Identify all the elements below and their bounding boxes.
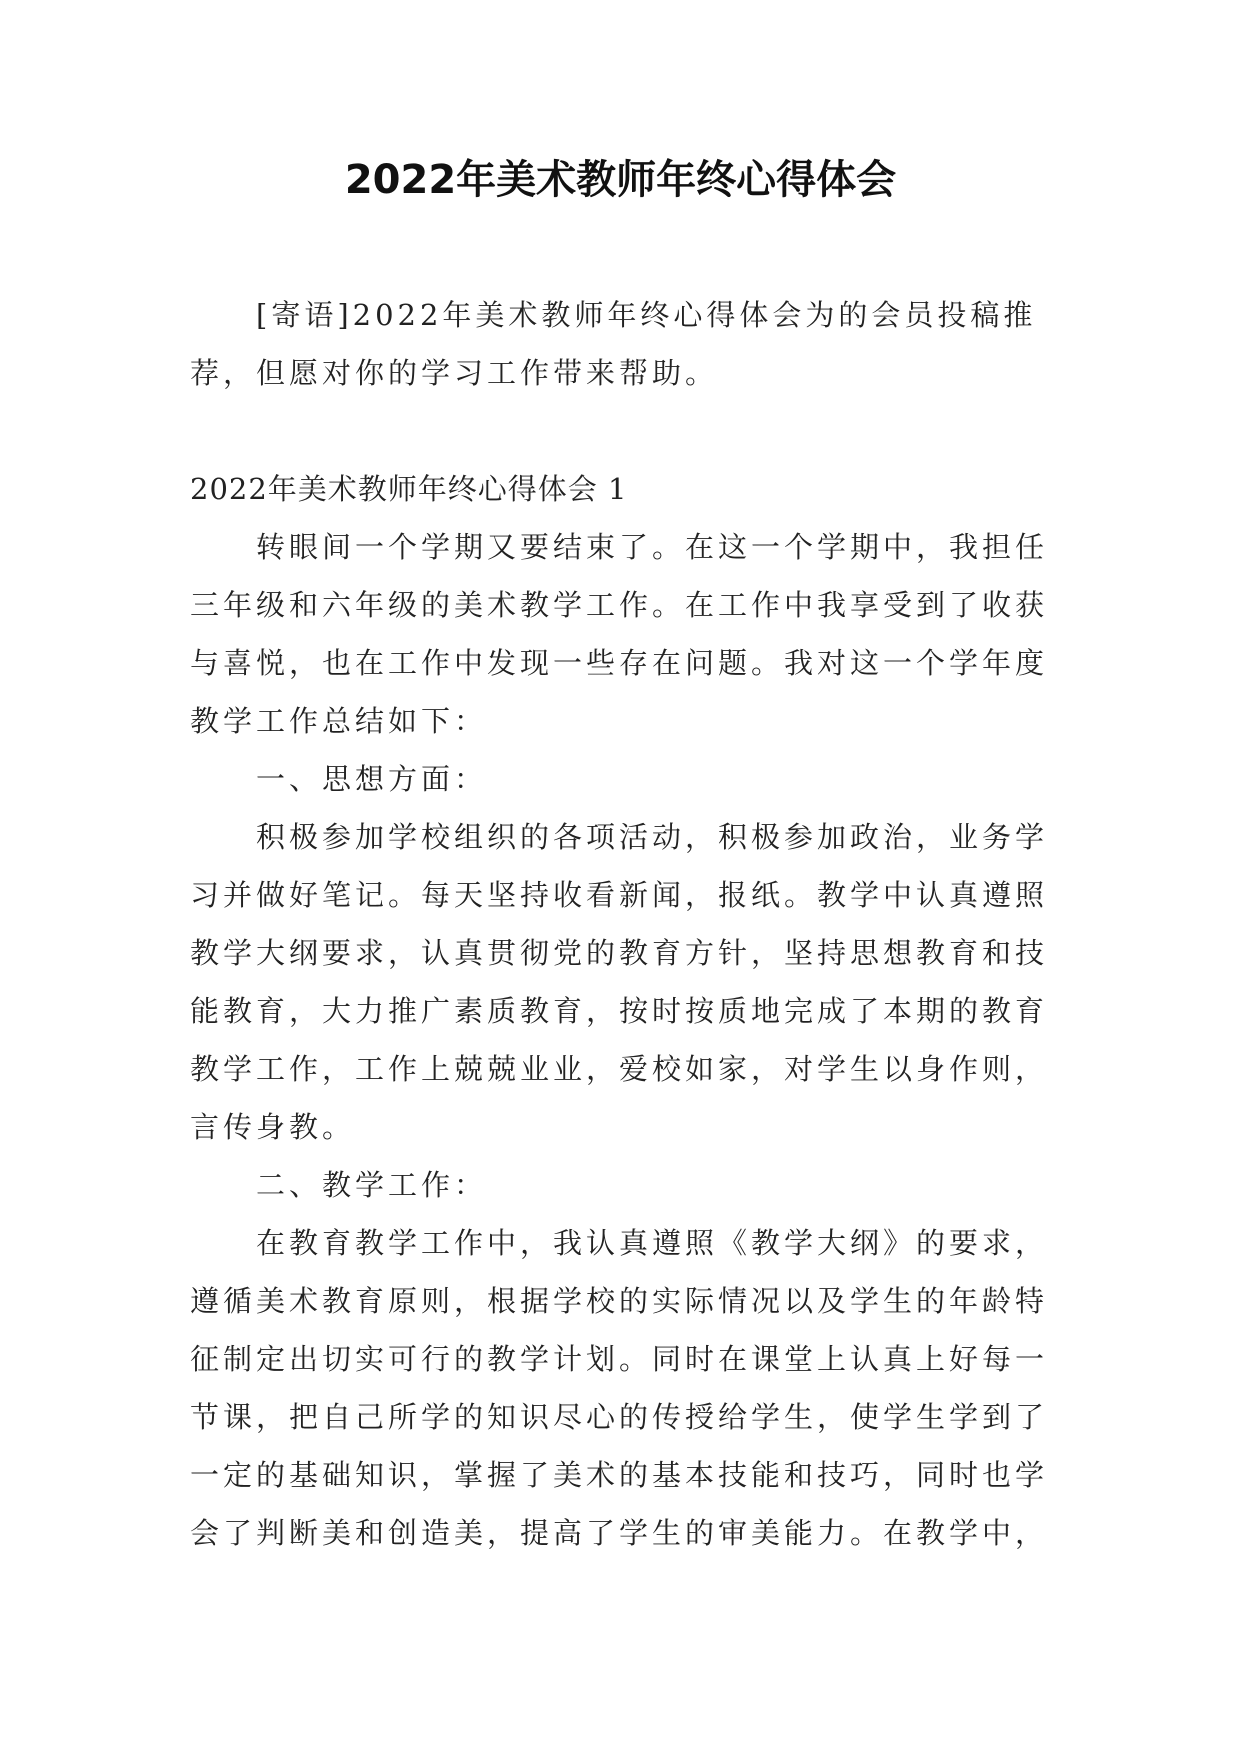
article-body [190, 460, 1050, 1562]
paragraph-3: 在教育教学工作中，我认真遵照《教学大纲》的要求，遵循美术教育原则，根据学校的实际情况以及学生的年龄特征制定出切实可行的教学计划。同时在课堂上认真上好每一节课，把自己所学的知识尽心的传授给学生，使学生学到了一定的基础知识，掌握了美术的基本技能和技巧，同时也学会了判断美和创造美，提高了学生的审美能力。在教学中， [190, 1226, 1049, 1550]
paragraph-1: 转眼间一个学期又要结束了。在这一个学期中，我担任三年级和六年级的美术教学工作。在工作中我享受到了收获与喜悦，也在工作中发现一些存在问题。我对这一个学年度教学工作总结如下： [190, 530, 1049, 738]
paragraph-2: 积极参加学校组织的各项活动，积极参加政治，业务学习并做好笔记。每天坚持收看新闻，报纸。教学中认真遵照教学大纲要求，认真贯彻党的教育方针，坚持思想教育和技能教育，大力推广素质教育，按时按质地完成了本期的教育教学工作，工作上兢兢业业，爱校如家，对学生以身作则，言传身教。 [190, 820, 1049, 1144]
intro-block [190, 286, 1050, 402]
intro-paragraph: [寄语]2022年美术教师年终心得体会为的会员投稿推荐，但愿对你的学习工作带来帮助。 [190, 298, 1037, 390]
heading-teaching: 二、教学工作： [256, 1168, 488, 1202]
document-title: 2022年美术教师年终心得体会 [344, 157, 897, 203]
heading-thought: 一、思想方面： [256, 762, 488, 796]
section-title: 2022年美术教师年终心得体会 1 [190, 472, 628, 506]
